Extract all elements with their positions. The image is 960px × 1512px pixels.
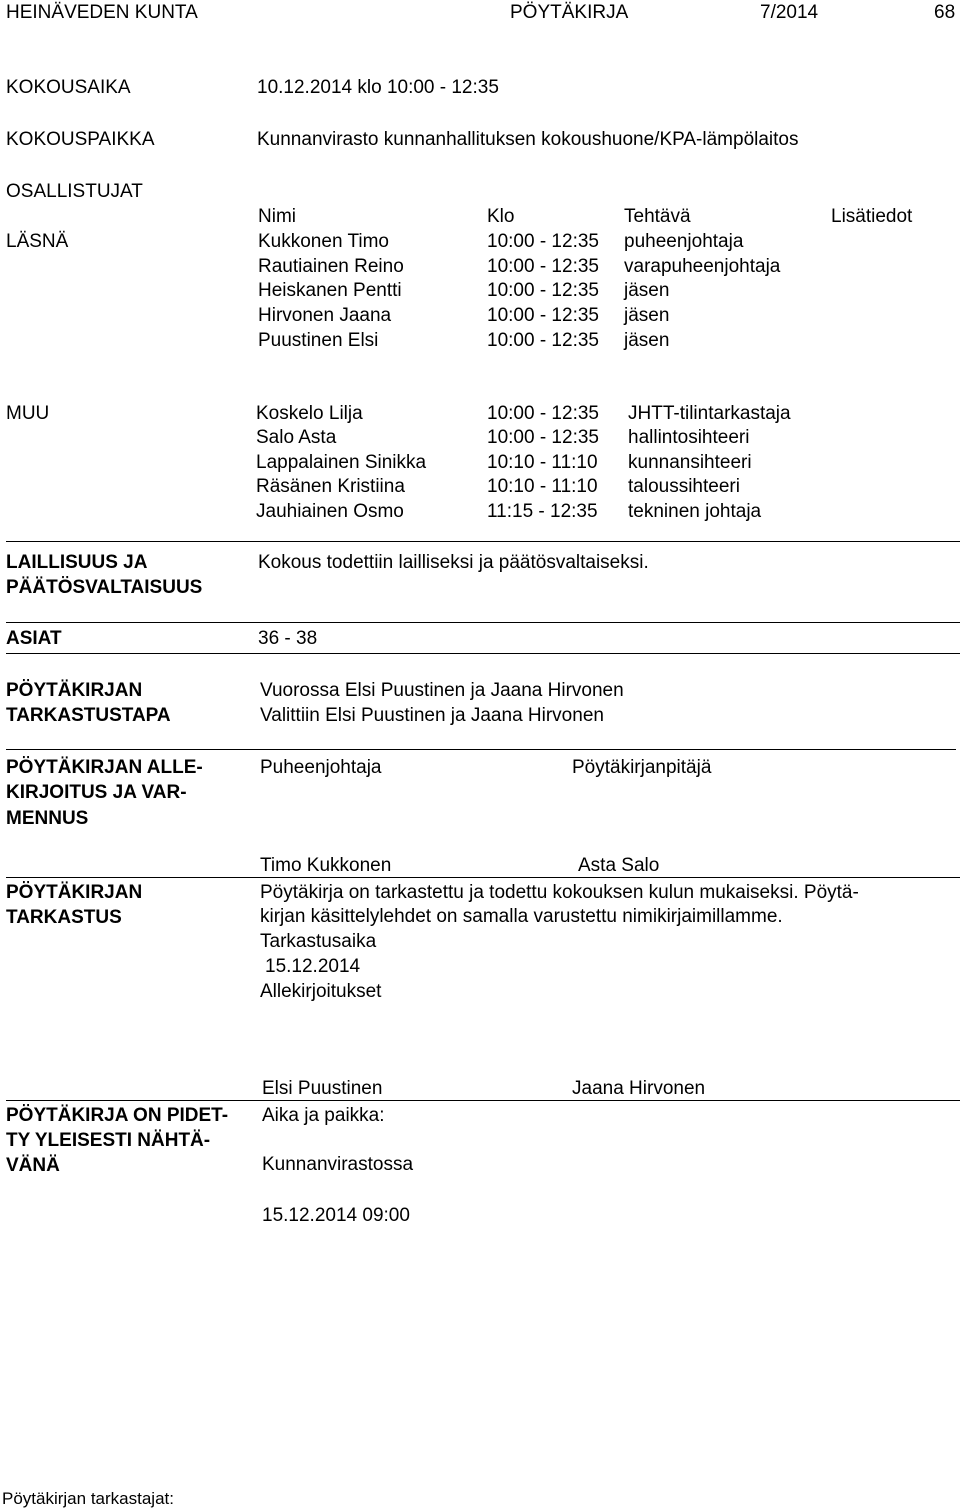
participant-role: taloussihteeri <box>628 476 740 497</box>
participant-role: varapuheenjohtaja <box>624 256 781 277</box>
signing-label: PÖYTÄKIRJAN ALLE- <box>6 757 203 778</box>
chair-name: Timo Kukkonen <box>260 855 392 876</box>
participant-name: Rautiainen Reino <box>258 256 404 277</box>
review-method-turn: Vuorossa Elsi Puustinen ja Jaana Hirvonen <box>260 680 624 701</box>
column-header-role: Tehtävä <box>624 206 691 227</box>
review-method-selected: Valittiin Elsi Puustinen ja Jaana Hirvonen <box>260 705 604 726</box>
participant-name: Jauhiainen Osmo <box>256 501 404 522</box>
participant-time: 10:00 - 12:35 <box>487 231 599 252</box>
review-time-label: Tarkastusaika <box>260 931 377 952</box>
participant-name: Heiskanen Pentti <box>258 280 402 301</box>
signing-label-line2: KIRJOITUS JA VAR- <box>6 782 187 803</box>
participant-name: Puustinen Elsi <box>258 330 379 351</box>
participant-name: Kukkonen Timo <box>258 231 389 252</box>
participant-role: jäsen <box>624 330 670 351</box>
participant-name: Hirvonen Jaana <box>258 305 392 326</box>
participant-time: 10:00 - 12:35 <box>487 427 599 448</box>
participant-role: jäsen <box>624 280 670 301</box>
public-display-label-line2: TY YLEISESTI NÄHTÄ- <box>6 1130 211 1151</box>
participant-time: 10:00 - 12:35 <box>487 280 599 301</box>
column-header-extra: Lisätiedot <box>831 206 913 227</box>
review-time-value: 15.12.2014 <box>265 956 361 977</box>
review-method-label-line2: TARKASTUSTAPA <box>6 705 171 726</box>
participant-time: 10:00 - 12:35 <box>487 305 599 326</box>
section-divider <box>6 877 960 878</box>
public-display-label: PÖYTÄKIRJA ON PIDET- <box>6 1105 229 1126</box>
participant-time: 10:00 - 12:35 <box>487 256 599 277</box>
footer-reviewers-label: Pöytäkirjan tarkastajat: <box>2 1489 174 1508</box>
review-label-line2: TARKASTUS <box>6 907 122 928</box>
participant-name: Koskelo Lilja <box>256 403 363 424</box>
review-text: Pöytäkirja on tarkastettu ja todettu kokouksen kulun mukaiseksi. Pöytä- <box>260 882 859 903</box>
section-divider <box>6 1100 960 1101</box>
display-datetime: 15.12.2014 09:00 <box>262 1205 410 1226</box>
participant-time: 11:15 - 12:35 <box>487 501 598 522</box>
participants-label: OSALLISTUJAT <box>6 181 143 202</box>
chair-role: Puheenjohtaja <box>260 757 382 778</box>
present-label: LÄSNÄ <box>6 231 69 252</box>
review-method-label: PÖYTÄKIRJAN <box>6 680 143 701</box>
column-header-time: Klo <box>487 206 515 227</box>
legality-text: Kokous todettiin lailliseksi ja päätösvaltaiseksi. <box>258 552 649 573</box>
signatures-label: Allekirjoitukset <box>260 981 382 1002</box>
column-header-name: Nimi <box>258 206 296 227</box>
legality-label: LAILLISUUS JA <box>6 552 148 573</box>
review-text-line2: kirjan käsittelylehdet on samalla varustettu nimikirjaimillamme. <box>260 906 783 927</box>
participant-time: 10:10 - 11:10 <box>487 476 598 497</box>
participant-name: Salo Asta <box>256 427 337 448</box>
participant-time: 10:00 - 12:35 <box>487 403 599 424</box>
municipality-name: HEINÄVEDEN KUNTA <box>6 2 198 23</box>
meeting-time-label: KOKOUSAIKA <box>6 77 131 98</box>
secretary-name: Asta Salo <box>578 855 660 876</box>
signing-label-line3: MENNUS <box>6 808 89 829</box>
participant-time: 10:00 - 12:35 <box>487 330 599 351</box>
participant-name: Räsänen Kristiina <box>256 476 405 497</box>
participant-role: JHTT-tilintarkastaja <box>628 403 791 424</box>
section-divider <box>6 541 960 542</box>
participant-name: Lappalainen Sinikka <box>256 452 427 473</box>
page-number: 68 <box>934 2 956 23</box>
participant-role: hallintosihteeri <box>628 427 750 448</box>
matters-label: ASIAT <box>6 628 62 649</box>
time-place-label: Aika ja paikka: <box>262 1105 385 1126</box>
document-number: 7/2014 <box>760 2 819 23</box>
section-divider <box>6 653 960 654</box>
review-label: PÖYTÄKIRJAN <box>6 882 143 903</box>
display-place: Kunnanvirastossa <box>262 1154 414 1175</box>
participant-role: kunnansihteeri <box>628 452 752 473</box>
participant-role: jäsen <box>624 305 670 326</box>
meeting-time-value: 10.12.2014 klo 10:00 - 12:35 <box>257 77 499 98</box>
reviewer-1-name: Elsi Puustinen <box>262 1078 383 1099</box>
document-type: PÖYTÄKIRJA <box>510 2 629 23</box>
matters-value: 36 - 38 <box>258 628 318 649</box>
meeting-place-label: KOKOUSPAIKKA <box>6 129 155 150</box>
meeting-place-value: Kunnanvirasto kunnanhallituksen kokoushuone/KPA-lämpölaitos <box>257 129 799 150</box>
participant-time: 10:10 - 11:10 <box>487 452 598 473</box>
public-display-label-line3: VÄNÄ <box>6 1155 60 1176</box>
other-attendees-label: MUU <box>6 403 50 424</box>
reviewer-2-name: Jaana Hirvonen <box>572 1078 706 1099</box>
participant-role: tekninen johtaja <box>628 501 762 522</box>
section-divider <box>6 622 960 623</box>
legality-label-line2: PÄÄTÖSVALTAISUUS <box>6 577 203 598</box>
participant-role: puheenjohtaja <box>624 231 744 252</box>
secretary-role: Pöytäkirjanpitäjä <box>572 757 712 778</box>
section-divider <box>6 749 956 750</box>
